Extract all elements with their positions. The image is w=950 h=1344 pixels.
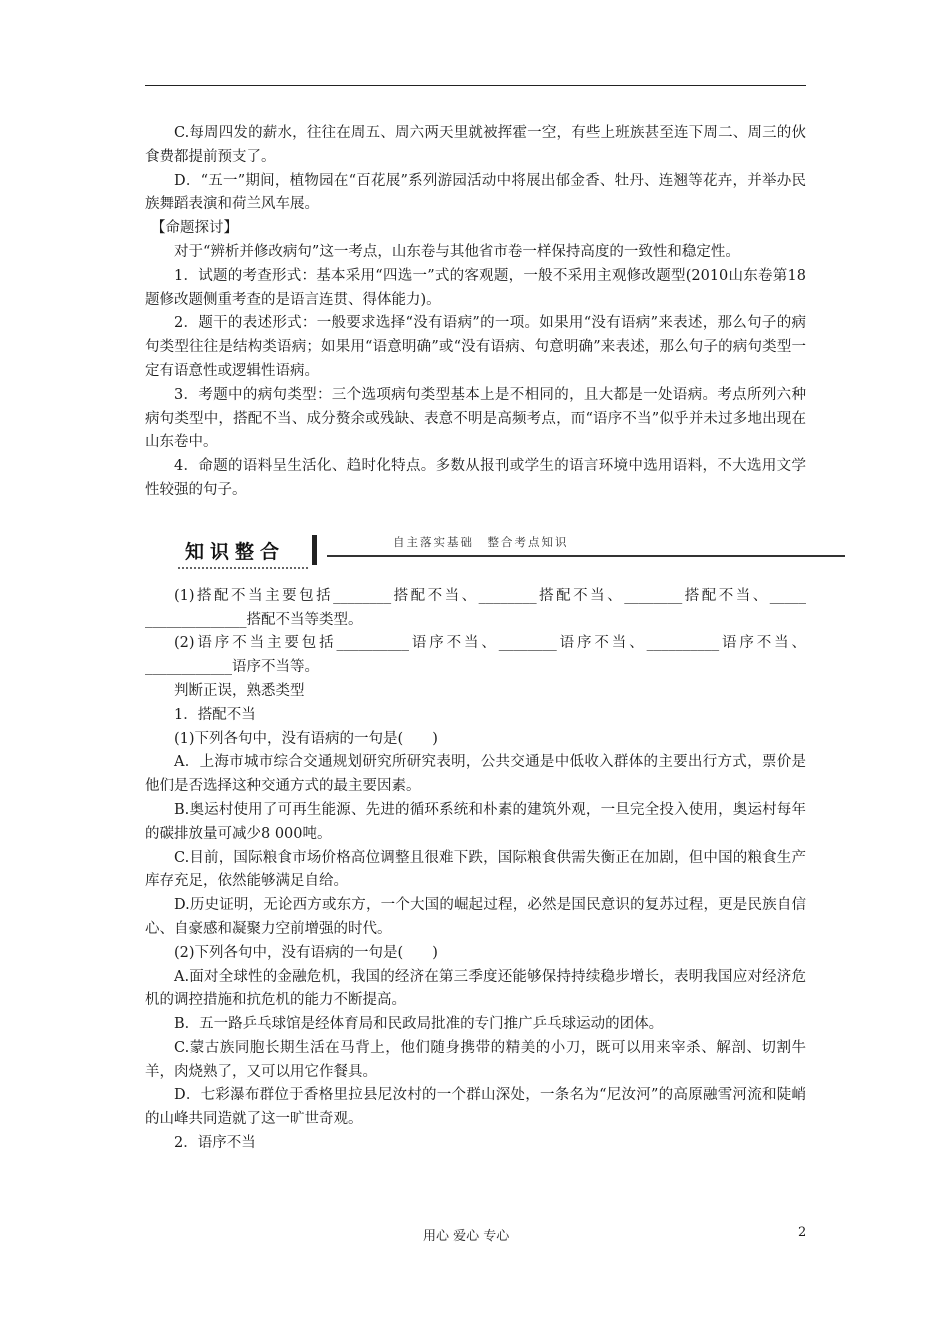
header-rule (145, 85, 806, 86)
question-option: D．七彩瀑布群位于香格里拉县尼汝村的一个群山深处，一条名为“尼汝河”的高原融雪河流和陡峭的山峰共同造就了这一旷世奇观。 (145, 1087, 806, 1128)
fill-in-item: (2)语序不当主要包括__________语序不当、________语序不当、__________语序不当、____________语序不当等。 (145, 635, 806, 676)
question-stem: (2)下列各句中，没有语病的一句是( ) (174, 944, 438, 961)
paragraph: 对于“辨析并修改病句”这一考点，山东卷与其他省市卷一样保持高度的一致性和稳定性。 (174, 243, 740, 260)
banner-subtitle: 自主落实基础 整合考点知识 (393, 534, 569, 549)
paragraph: C.每周四发的薪水，往往在周五、周六两天里就被挥霍一空，有些上班族甚至连下周二、周三的伙食费都提前预支了。 (145, 125, 806, 165)
paragraph: 1．试题的考查形式：基本采用“四选一”式的客观题，一般不采用主观修改题型(2010山东卷第18题修改题侧重考查的是语言连贯、得体能力)。 (145, 267, 806, 308)
paragraph: 判断正误，熟悉类型 (174, 682, 305, 699)
question-stem: (1)下列各句中，没有语病的一句是( ) (174, 730, 438, 747)
section-banner (145, 533, 845, 573)
question-option: B.奥运村使用了可再生能源、先进的循环系统和朴素的建筑外观，一旦完全投入使用，奥运村每年的碳排放量可减少8 000吨。 (145, 801, 806, 842)
question-option: C.蒙古族同胞长期生活在马背上，他们随身携带的精美的小刀，既可以用来宰杀、解剖、切割牛羊，肉烧熟了，又可以用它作餐具。 (145, 1039, 806, 1080)
banner-line (327, 555, 845, 557)
question-option: B．五一路乒乓球馆是经体育局和民政局批准的专门推广乒乓球运动的团体。 (174, 1016, 664, 1033)
fill-in-item: (1)搭配不当主要包括________搭配不当、________搭配不当、________搭配不当、_____ ______________搭配不当等类型。 (145, 587, 806, 628)
banner-separator-bar (312, 535, 317, 565)
question-option: A.面对全球性的金融危机，我国的经济在第三季度还能够保持持续稳步增长，表明我国应对经济危机的调控措施和抗危机的能力不断提高。 (145, 968, 806, 1009)
paragraph: 3．考题中的病句类型：三个选项病句类型基本上是不相同的，且大都是一处语病。考点所列六种病句类型中，搭配不当、成分赘余或残缺、表意不明是高频考点，而“语序不当”似乎并未过多地出现在山东卷中。 (145, 386, 806, 451)
page-number: 2 (798, 1225, 807, 1240)
page-content (145, 122, 806, 1156)
section-heading-discussion: 【命题探讨】 (151, 220, 238, 237)
subsection-heading: 2．语序不当 (174, 1135, 256, 1152)
question-option: A．上海市城市综合交通规划研究所研究表明，公共交通是中低收入群体的主要出行方式，票价是他们是否选择这种交通方式的最主要因素。 (145, 754, 806, 795)
question-option: C.目前，国际粮食市场价格高位调整且很难下跌，国际粮食供需失衡正在加剧，但中国的粮食生产库存充足，依然能够满足自给。 (145, 849, 806, 890)
paragraph: 2．题干的表述形式：一般要求选择“没有语病”的一项。如果用“没有语病”来表述，那么句子的病句类型往往是结构类语病；如果用“语意明确”或“没有语病、句意明确”来表述，那么句子的病句类型一定有语意性或逻辑性语病。 (145, 315, 806, 379)
footer-slogan: 用心 爱心 专心 (423, 1229, 510, 1244)
paragraph: 4．命题的语料呈生活化、趋时化特点。多数从报刊或学生的语言环境中选用语料，不大选用文学性较强的句子。 (145, 458, 806, 498)
paragraph: D．“五一”期间，植物园在“百花展”系列游园活动中将展出郁金香、牡丹、连翘等花卉，并举办民族舞蹈表演和荷兰风车展。 (145, 172, 806, 213)
banner-dotted-underline (178, 567, 308, 569)
banner-title: 知识整合 (185, 540, 286, 563)
question-option: D.历史证明，无论西方或东方，一个大国的崛起过程，必然是国民意识的复苏过程，更是民族自信心、自豪感和凝聚力空前增强的时代。 (145, 897, 806, 937)
subsection-heading: 1．搭配不当 (174, 706, 256, 723)
